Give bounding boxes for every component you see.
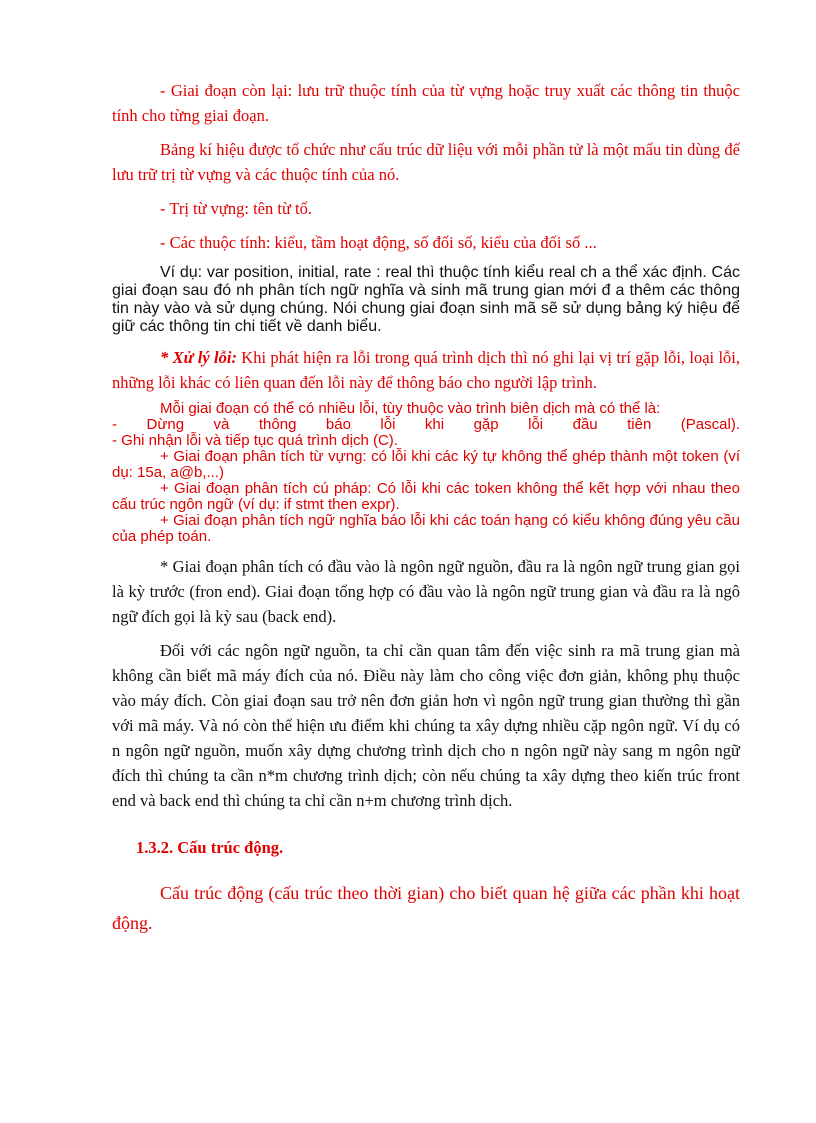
- paragraph-attributes: - Các thuộc tính: kiểu, tầm hoạt động, số đối số, kiểu của đối số ...: [160, 233, 597, 252]
- paragraph-symbol-table: Bảng kí hiệu được tổ chức như cấu trúc dữ liệu với mỗi phần tử là một mẩu tin dùng để lưu trữ trị từ vựng và các thuộc tính của nó.: [112, 140, 740, 184]
- paragraph-stop-on-error: - Dừng và thông báo lỗi khi gặp lỗi đầu tiên (Pascal).: [112, 416, 740, 433]
- error-handling-label: * Xử lý lỗi:: [160, 348, 237, 367]
- error-handling-text: Khi phát hiện ra lỗi trong quá trình dịch thì nó ghi lại vị trí gặp lỗi, loại lỗi, những lỗi khác có liên quan đến lỗi này để thông báo cho người lập trình.: [112, 348, 740, 392]
- paragraph-errors-per-stage: Mỗi giai đoạn có thể có nhiều lỗi, tùy thuộc vào trình biên dịch mà có thể là:: [160, 400, 661, 417]
- paragraph-intermediate-code: Đối với các ngôn ngữ nguồn, ta chỉ cần quan tâm đến việc sinh ra mã trung gian mà không cần biết mã máy đích của nó. Điều này làm cho công việc đơn giản, không phụ thuộc vào máy đích. Còn giai đoạn sau trở nên đơn giản hơn vì ngôn ngữ trung gian thường thì gần với mã máy. Và nó còn thể hiện ưu điểm khi chúng ta xây dựng nhiều cặp ngôn ngữ. Ví dụ có n ngôn ngữ nguồn, muốn xây dựng chương trình dịch cho n ngôn ngữ này sang m ngôn ngữ đích thì chúng ta cần n*m chương trình dịch; còn nếu chúng ta xây dựng theo kiến trúc front end và back end thì chúng ta chỉ cần n+m chương trình dịch.: [112, 641, 740, 810]
- paragraph-semantic-error: + Giai đoạn phân tích ngữ nghĩa báo lỗi khi các toán hạng có kiểu không đúng yêu cầu của phép toán.: [112, 512, 740, 545]
- paragraph-syntax-error: + Giai đoạn phân tích cú pháp: Có lỗi khi các token không thể kết hợp với nhau theo cấu trúc ngôn ngữ (ví dụ: if stmt then expr).: [112, 480, 740, 513]
- paragraph-example: Ví dụ: var position, initial, rate : real thì thuộc tính kiểu real ch a thể xác định. Các giai đoạn sau đó nh phân tích ngữ nghĩa và sinh mã trung gian mới đ a thêm các thông tin này vào và sử dụng chúng. Nói chung giai đoạn sinh mã sẽ sử dụng bảng ký hiệu để giữ các thông tin chi tiết về danh biểu.: [112, 264, 740, 335]
- paragraph-error-handling: [112, 345, 740, 395]
- section-heading: 1.3.2. Cấu trúc động.: [136, 838, 284, 857]
- paragraph-remaining-stage: - Giai đoạn còn lại: lưu trữ thuộc tính của từ vựng hoặc truy xuất các thông tin thuộc tính cho từng giai đoạn.: [112, 81, 740, 125]
- paragraph-front-back-end: * Giai đoạn phân tích có đầu vào là ngôn ngữ nguồn, đầu ra là ngôn ngữ trung gian gọi là kỳ trước (fron end). Giai đoạn tổng hợp có đầu vào là ngôn ngữ trung gian và đầu ra là ngô ngữ đích gọi là kỳ sau (back end).: [112, 557, 740, 626]
- paragraph-record-error: - Ghi nhận lỗi và tiếp tục quá trình dịch (C).: [112, 432, 398, 449]
- document-page: [112, 78, 740, 938]
- paragraph-dynamic-structure: Cấu trúc động (cấu trúc theo thời gian) cho biết quan hệ giữa các phần khi hoạt động.: [112, 883, 740, 933]
- paragraph-lexical-value: - Trị từ vựng: tên từ tố.: [160, 199, 312, 218]
- paragraph-lexical-error: + Giai đoạn phân tích từ vựng: có lỗi khi các ký tự không thể ghép thành một token (ví dụ: 15a, a@b,...): [112, 448, 740, 481]
